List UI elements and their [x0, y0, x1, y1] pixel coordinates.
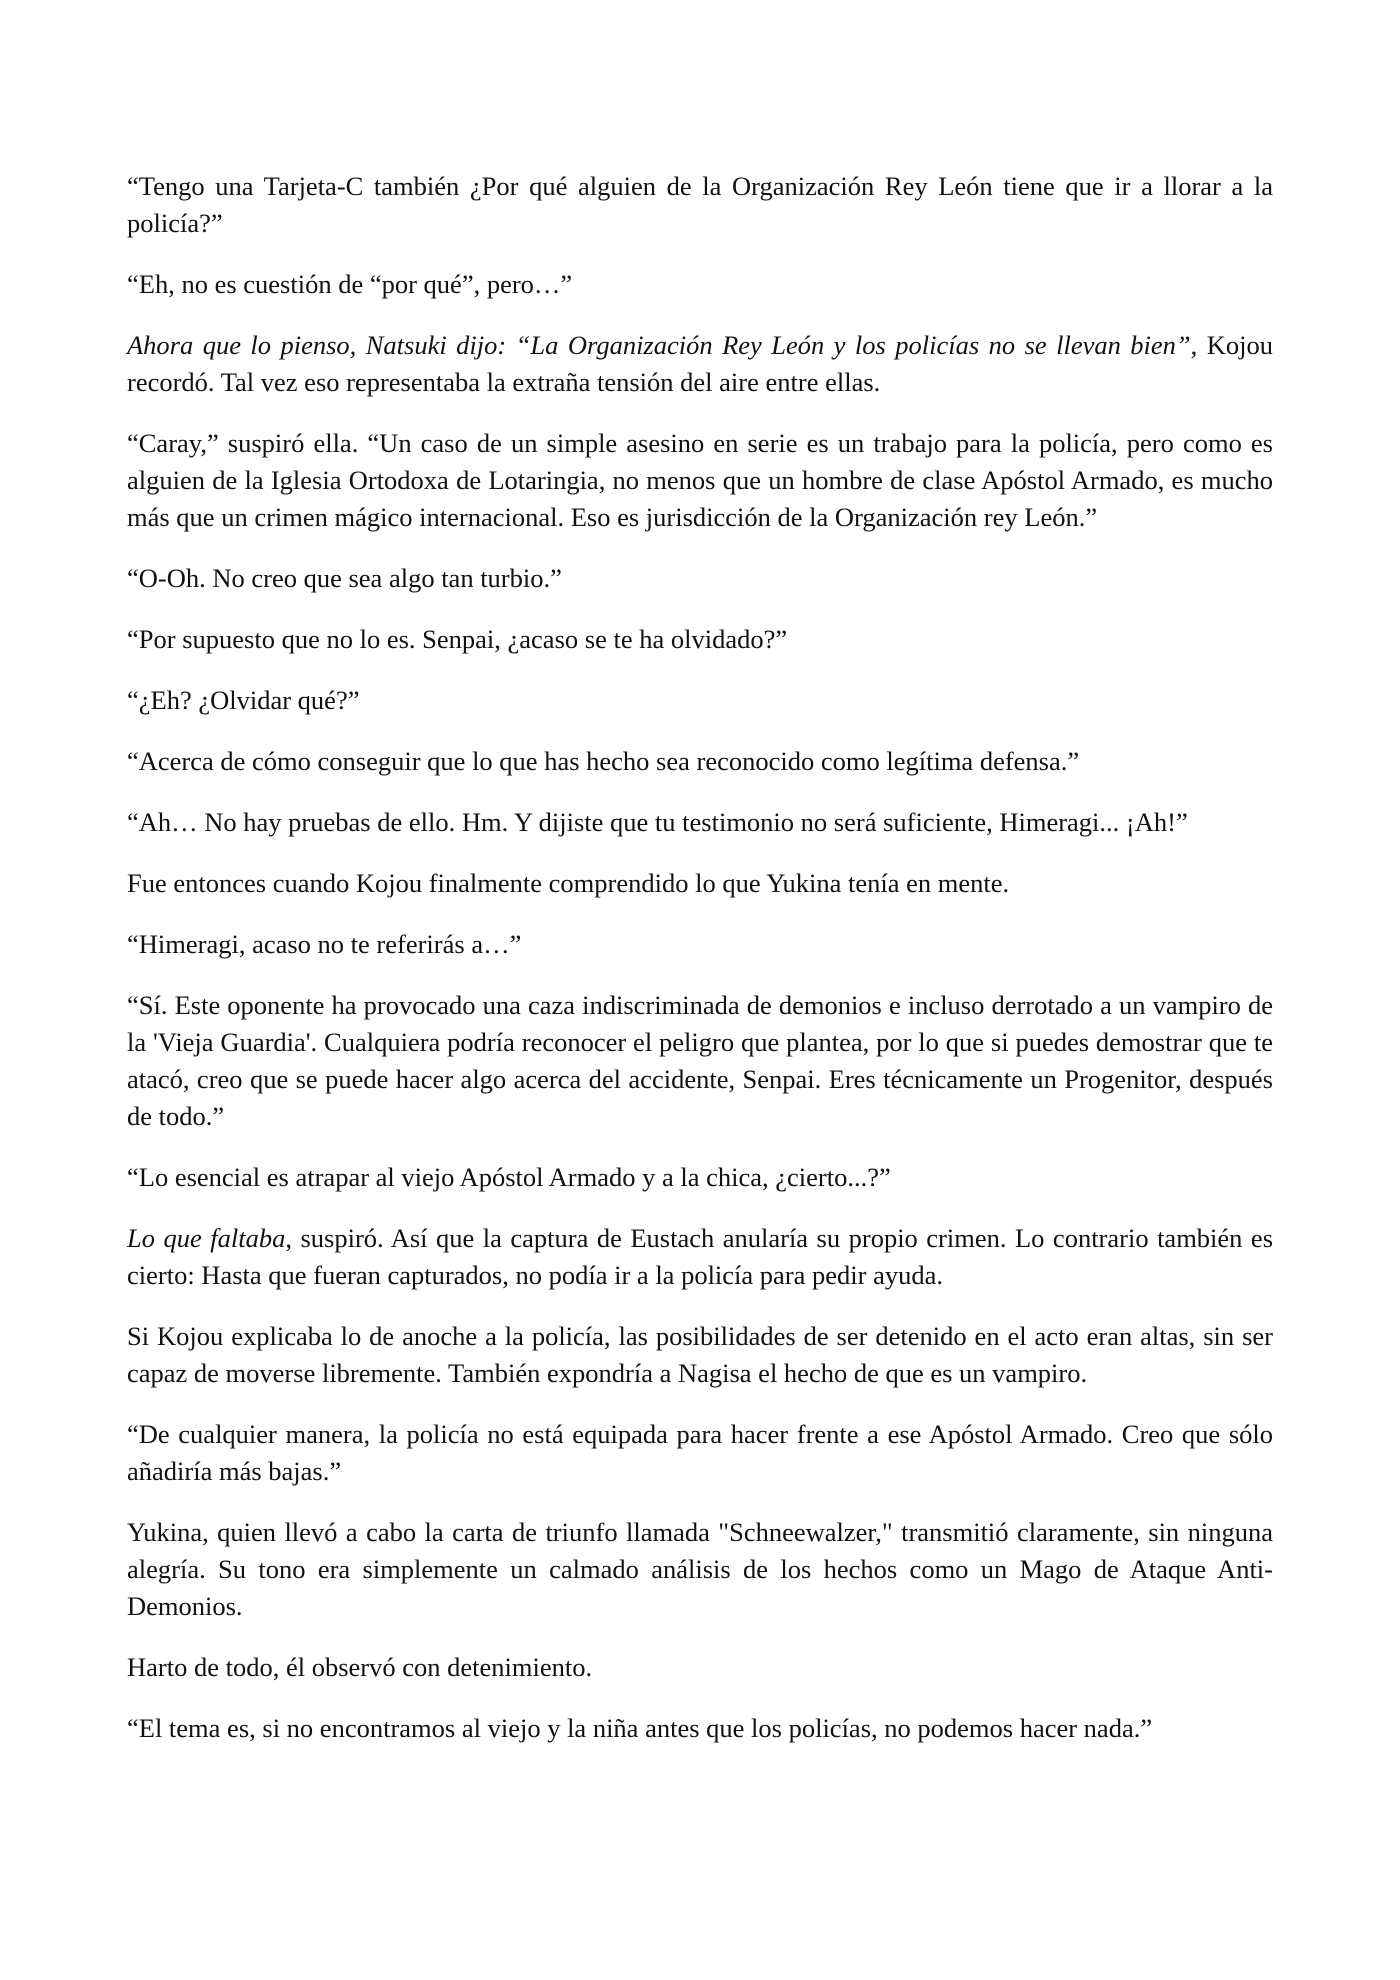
paragraph	[127, 743, 1273, 780]
paragraph	[127, 266, 1273, 303]
paragraph-text: “Acerca de cómo conseguir que lo que has hecho sea reconocido como legítima defensa.”	[127, 746, 1080, 776]
paragraph-text: “De cualquier manera, la policía no está equipada para hacer frente a ese Apóstol Armado. Creo que sólo añadiría más bajas.”	[127, 1419, 1273, 1486]
paragraph	[127, 1649, 1273, 1686]
paragraph	[127, 168, 1273, 242]
paragraph-text: “O-Oh. No creo que sea algo tan turbio.”	[127, 563, 562, 593]
paragraph	[127, 865, 1273, 902]
paragraph	[127, 425, 1273, 536]
paragraph	[127, 560, 1273, 597]
paragraph-text: “¿Eh? ¿Olvidar qué?”	[127, 685, 360, 715]
paragraph-text: “Por supuesto que no lo es. Senpai, ¿acaso se te ha olvidado?”	[127, 624, 788, 654]
paragraph-text: “Eh, no es cuestión de “por qué”, pero…”	[127, 269, 573, 299]
paragraph	[127, 1514, 1273, 1625]
paragraph-text: Yukina, quien llevó a cabo la carta de triunfo llamada "Schneewalzer," transmitió claramente, sin ninguna alegría. Su tono era simplemente un calmado análisis de los hechos como un Mago de Ataque Anti-Demonios.	[127, 1517, 1273, 1621]
paragraph-text: “Lo esencial es atrapar al viejo Apóstol Armado y a la chica, ¿cierto...?”	[127, 1162, 891, 1192]
paragraph	[127, 1159, 1273, 1196]
paragraph	[127, 1710, 1273, 1747]
paragraph-text: Harto de todo, él observó con detenimiento.	[127, 1652, 593, 1682]
paragraph	[127, 327, 1273, 401]
paragraph	[127, 987, 1273, 1135]
paragraph	[127, 1416, 1273, 1490]
paragraph-text: Si Kojou explicaba lo de anoche a la policía, las posibilidades de ser detenido en el acto eran altas, sin ser capaz de moverse libremente. También expondría a Nagisa el hecho de que es un vampiro.	[127, 1321, 1273, 1388]
paragraph-text: “Caray,” suspiró ella. “Un caso de un simple asesino en serie es un trabajo para la policía, pero como es alguien de la Iglesia Ortodoxa de Lotaringia, no menos que un hombre de clase Apóstol Armado, es mucho más que un crimen mágico internacional. Eso es jurisdicción de la Organización rey León.”	[127, 428, 1273, 532]
paragraph-text: “Himeragi, acaso no te referirás a…”	[127, 929, 522, 959]
paragraph	[127, 804, 1273, 841]
document-body	[127, 168, 1273, 1747]
paragraph-italic-part: Lo que faltaba	[127, 1223, 286, 1253]
paragraph	[127, 621, 1273, 658]
paragraph	[127, 1318, 1273, 1392]
paragraph-text: , Kojou recordó. Tal vez eso representaba la extraña tensión del aire entre ellas.	[127, 330, 1273, 397]
paragraph-italic-part: Ahora que lo pienso, Natsuki dijo: “La Organización Rey León y los policías no se llevan bien”	[127, 330, 1191, 360]
paragraph-text: , suspiró. Así que la captura de Eustach anularía su propio crimen. Lo contrario también es cierto: Hasta que fueran capturados, no podía ir a la policía para pedir ayuda.	[127, 1223, 1274, 1290]
paragraph-text: “Sí. Este oponente ha provocado una caza indiscriminada de demonios e incluso derrotado a un vampiro de la 'Vieja Guardia'. Cualquiera podría reconocer el peligro que plantea, por lo que si puedes demostrar que te atacó, creo que se puede hacer algo acerca del accidente, Senpai. Eres técnicamente un Progenitor, después de todo.”	[127, 990, 1273, 1131]
paragraph	[127, 1220, 1273, 1294]
paragraph-text: Fue entonces cuando Kojou finalmente comprendido lo que Yukina tenía en mente.	[127, 868, 1010, 898]
paragraph	[127, 682, 1273, 719]
paragraph-text: “El tema es, si no encontramos al viejo y la niña antes que los policías, no podemos hacer nada.”	[127, 1713, 1153, 1743]
paragraph	[127, 926, 1273, 963]
paragraph-text: “Tengo una Tarjeta-C también ¿Por qué alguien de la Organización Rey León tiene que ir a llorar a la policía?”	[127, 171, 1273, 238]
paragraph-text: “Ah… No hay pruebas de ello. Hm. Y dijiste que tu testimonio no será suficiente, Himeragi... ¡Ah!”	[127, 807, 1188, 837]
